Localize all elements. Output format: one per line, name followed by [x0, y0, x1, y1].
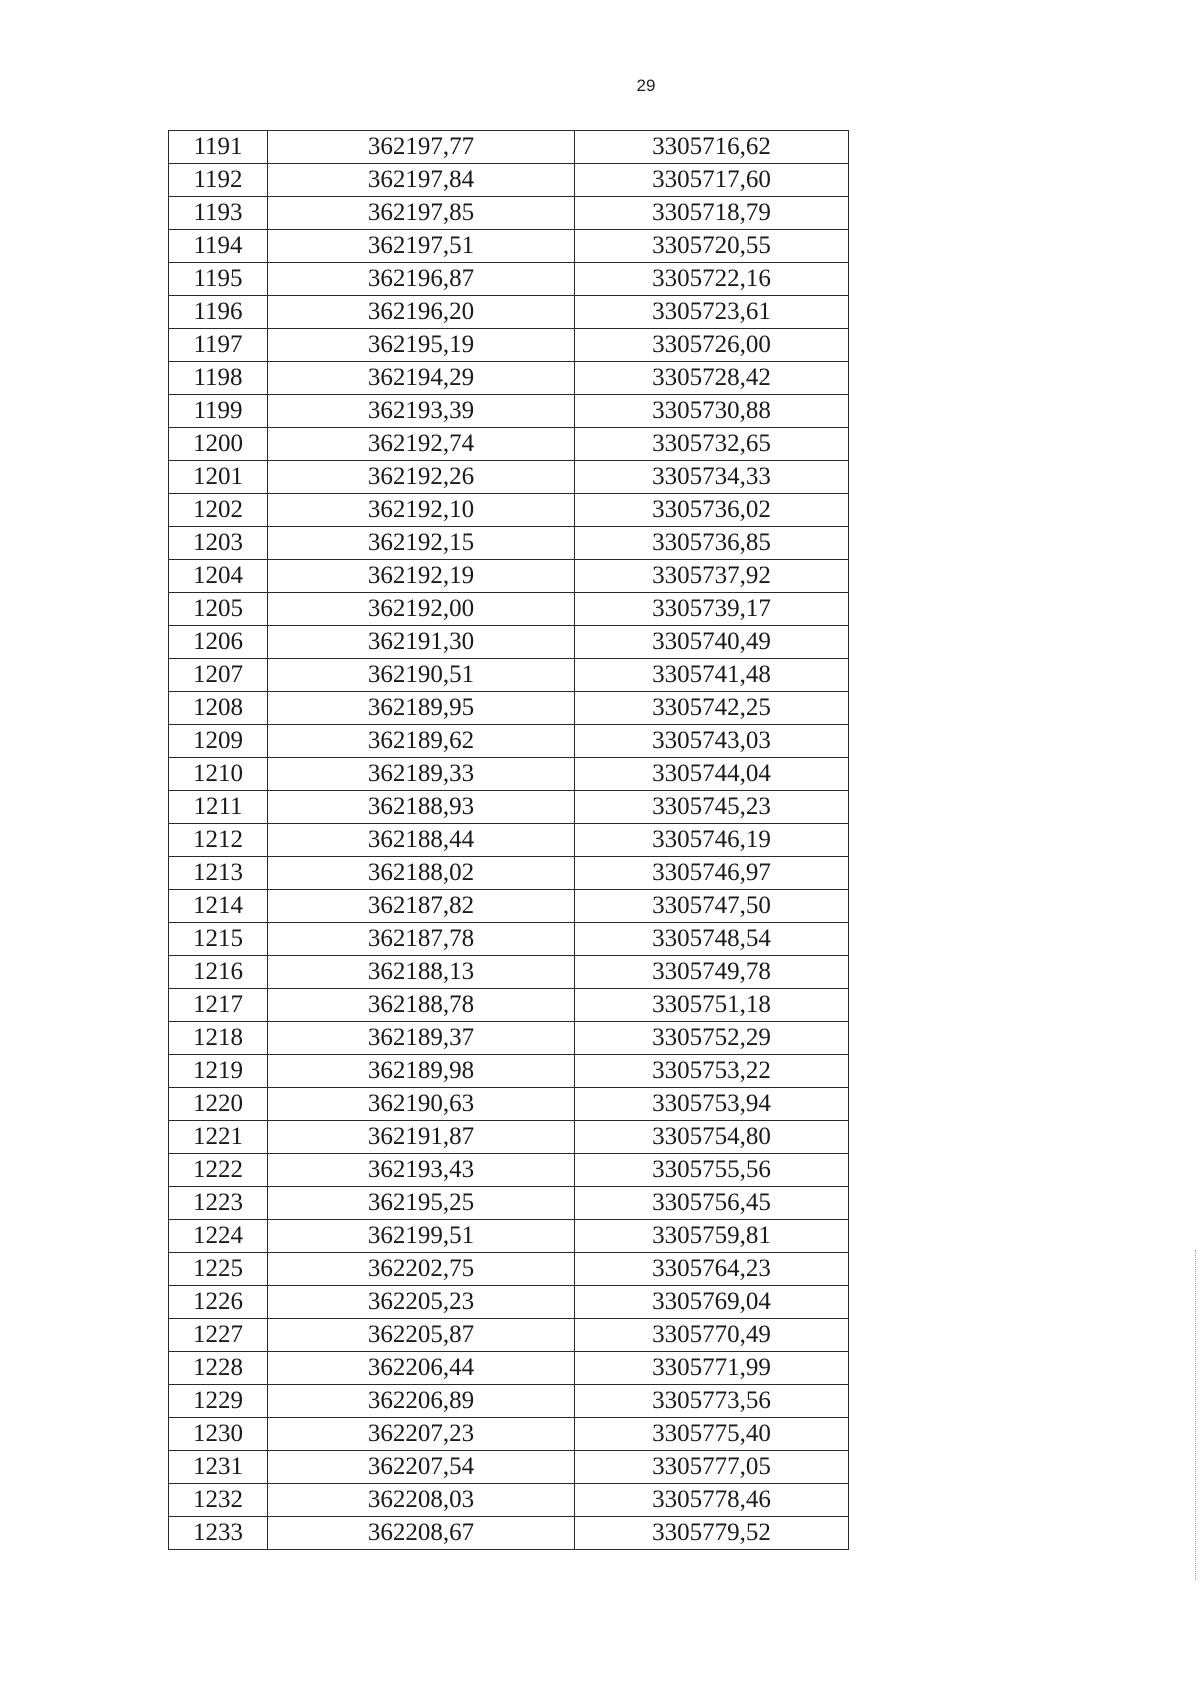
y-coordinate-cell: 3305743,03 — [575, 725, 849, 758]
table-row — [169, 989, 849, 1022]
x-coordinate-cell: 362207,54 — [268, 1451, 575, 1484]
table-row — [169, 1220, 849, 1253]
y-coordinate-cell: 3305753,94 — [575, 1088, 849, 1121]
point-number-cell: 1224 — [169, 1220, 268, 1253]
y-coordinate-cell: 3305737,92 — [575, 560, 849, 593]
point-number-cell: 1203 — [169, 527, 268, 560]
point-number-cell: 1217 — [169, 989, 268, 1022]
point-number-cell: 1212 — [169, 824, 268, 857]
y-coordinate-cell: 3305746,19 — [575, 824, 849, 857]
y-coordinate-cell: 3305746,97 — [575, 857, 849, 890]
coordinates-table-body — [169, 131, 849, 1550]
x-coordinate-cell: 362193,39 — [268, 395, 575, 428]
y-coordinate-cell: 3305748,54 — [575, 923, 849, 956]
point-number-cell: 1218 — [169, 1022, 268, 1055]
table-row — [169, 1022, 849, 1055]
point-number-cell: 1207 — [169, 659, 268, 692]
table-row — [169, 1154, 849, 1187]
table-row — [169, 131, 849, 164]
point-number-cell: 1200 — [169, 428, 268, 461]
table-row — [169, 230, 849, 263]
x-coordinate-cell: 362188,44 — [268, 824, 575, 857]
x-coordinate-cell: 362189,37 — [268, 1022, 575, 1055]
y-coordinate-cell: 3305740,49 — [575, 626, 849, 659]
x-coordinate-cell: 362196,20 — [268, 296, 575, 329]
table-row — [169, 362, 849, 395]
x-coordinate-cell: 362192,10 — [268, 494, 575, 527]
y-coordinate-cell: 3305759,81 — [575, 1220, 849, 1253]
table-row — [169, 1484, 849, 1517]
y-coordinate-cell: 3305764,23 — [575, 1253, 849, 1286]
point-number-cell: 1205 — [169, 593, 268, 626]
table-row — [169, 1088, 849, 1121]
point-number-cell: 1222 — [169, 1154, 268, 1187]
x-coordinate-cell: 362208,03 — [268, 1484, 575, 1517]
table-row — [169, 1121, 849, 1154]
x-coordinate-cell: 362199,51 — [268, 1220, 575, 1253]
table-row — [169, 1352, 849, 1385]
table-row — [169, 494, 849, 527]
point-number-cell: 1206 — [169, 626, 268, 659]
y-coordinate-cell: 3305778,46 — [575, 1484, 849, 1517]
y-coordinate-cell: 3305755,56 — [575, 1154, 849, 1187]
table-row — [169, 263, 849, 296]
table-row — [169, 296, 849, 329]
page-number: 29 — [636, 76, 656, 95]
table-row — [169, 560, 849, 593]
x-coordinate-cell: 362192,15 — [268, 527, 575, 560]
x-coordinate-cell: 362192,19 — [268, 560, 575, 593]
y-coordinate-cell: 3305732,65 — [575, 428, 849, 461]
y-coordinate-cell: 3305769,04 — [575, 1286, 849, 1319]
y-coordinate-cell: 3305741,48 — [575, 659, 849, 692]
x-coordinate-cell: 362205,23 — [268, 1286, 575, 1319]
table-row — [169, 527, 849, 560]
table-row — [169, 197, 849, 230]
x-coordinate-cell: 362191,30 — [268, 626, 575, 659]
x-coordinate-cell: 362188,78 — [268, 989, 575, 1022]
table-row — [169, 428, 849, 461]
table-row — [169, 1517, 849, 1550]
x-coordinate-cell: 362187,78 — [268, 923, 575, 956]
y-coordinate-cell: 3305771,99 — [575, 1352, 849, 1385]
table-row — [169, 1253, 849, 1286]
x-coordinate-cell: 362197,84 — [268, 164, 575, 197]
y-coordinate-cell: 3305742,25 — [575, 692, 849, 725]
x-coordinate-cell: 362194,29 — [268, 362, 575, 395]
point-number-cell: 1197 — [169, 329, 268, 362]
x-coordinate-cell: 362190,63 — [268, 1088, 575, 1121]
point-number-cell: 1232 — [169, 1484, 268, 1517]
point-number-cell: 1228 — [169, 1352, 268, 1385]
x-coordinate-cell: 362197,77 — [268, 131, 575, 164]
point-number-cell: 1220 — [169, 1088, 268, 1121]
x-coordinate-cell: 362197,51 — [268, 230, 575, 263]
table-row — [169, 857, 849, 890]
y-coordinate-cell: 3305736,02 — [575, 494, 849, 527]
y-coordinate-cell: 3305777,05 — [575, 1451, 849, 1484]
x-coordinate-cell: 362193,43 — [268, 1154, 575, 1187]
scan-edge-mark — [1193, 1250, 1196, 1580]
point-number-cell: 1233 — [169, 1517, 268, 1550]
x-coordinate-cell: 362192,74 — [268, 428, 575, 461]
x-coordinate-cell: 362189,33 — [268, 758, 575, 791]
table-row — [169, 1451, 849, 1484]
x-coordinate-cell: 362208,67 — [268, 1517, 575, 1550]
y-coordinate-cell: 3305723,61 — [575, 296, 849, 329]
table-row — [169, 758, 849, 791]
table-row — [169, 1319, 849, 1352]
coordinates-table — [168, 130, 849, 1550]
point-number-cell: 1204 — [169, 560, 268, 593]
x-coordinate-cell: 362189,98 — [268, 1055, 575, 1088]
y-coordinate-cell: 3305734,33 — [575, 461, 849, 494]
point-number-cell: 1226 — [169, 1286, 268, 1319]
table-row — [169, 692, 849, 725]
table-row — [169, 1418, 849, 1451]
y-coordinate-cell: 3305752,29 — [575, 1022, 849, 1055]
x-coordinate-cell: 362206,44 — [268, 1352, 575, 1385]
point-number-cell: 1209 — [169, 725, 268, 758]
y-coordinate-cell: 3305720,55 — [575, 230, 849, 263]
x-coordinate-cell: 362192,26 — [268, 461, 575, 494]
y-coordinate-cell: 3305773,56 — [575, 1385, 849, 1418]
y-coordinate-cell: 3305756,45 — [575, 1187, 849, 1220]
y-coordinate-cell: 3305728,42 — [575, 362, 849, 395]
table-row — [169, 1055, 849, 1088]
point-number-cell: 1191 — [169, 131, 268, 164]
y-coordinate-cell: 3305779,52 — [575, 1517, 849, 1550]
y-coordinate-cell: 3305739,17 — [575, 593, 849, 626]
x-coordinate-cell: 362195,25 — [268, 1187, 575, 1220]
x-coordinate-cell: 362206,89 — [268, 1385, 575, 1418]
table-row — [169, 725, 849, 758]
table-row — [169, 890, 849, 923]
point-number-cell: 1193 — [169, 197, 268, 230]
x-coordinate-cell: 362192,00 — [268, 593, 575, 626]
point-number-cell: 1192 — [169, 164, 268, 197]
y-coordinate-cell: 3305722,16 — [575, 263, 849, 296]
point-number-cell: 1225 — [169, 1253, 268, 1286]
y-coordinate-cell: 3305751,18 — [575, 989, 849, 1022]
point-number-cell: 1210 — [169, 758, 268, 791]
x-coordinate-cell: 362187,82 — [268, 890, 575, 923]
point-number-cell: 1231 — [169, 1451, 268, 1484]
x-coordinate-cell: 362188,02 — [268, 857, 575, 890]
point-number-cell: 1230 — [169, 1418, 268, 1451]
x-coordinate-cell: 362202,75 — [268, 1253, 575, 1286]
point-number-cell: 1213 — [169, 857, 268, 890]
point-number-cell: 1196 — [169, 296, 268, 329]
y-coordinate-cell: 3305736,85 — [575, 527, 849, 560]
x-coordinate-cell: 362188,13 — [268, 956, 575, 989]
point-number-cell: 1202 — [169, 494, 268, 527]
point-number-cell: 1198 — [169, 362, 268, 395]
y-coordinate-cell: 3305744,04 — [575, 758, 849, 791]
y-coordinate-cell: 3305726,00 — [575, 329, 849, 362]
x-coordinate-cell: 362196,87 — [268, 263, 575, 296]
point-number-cell: 1214 — [169, 890, 268, 923]
point-number-cell: 1215 — [169, 923, 268, 956]
y-coordinate-cell: 3305753,22 — [575, 1055, 849, 1088]
point-number-cell: 1219 — [169, 1055, 268, 1088]
table-row — [169, 659, 849, 692]
point-number-cell: 1211 — [169, 791, 268, 824]
x-coordinate-cell: 362189,62 — [268, 725, 575, 758]
point-number-cell: 1208 — [169, 692, 268, 725]
y-coordinate-cell: 3305749,78 — [575, 956, 849, 989]
table-row — [169, 824, 849, 857]
point-number-cell: 1223 — [169, 1187, 268, 1220]
point-number-cell: 1227 — [169, 1319, 268, 1352]
x-coordinate-cell: 362191,87 — [268, 1121, 575, 1154]
y-coordinate-cell: 3305770,49 — [575, 1319, 849, 1352]
y-coordinate-cell: 3305775,40 — [575, 1418, 849, 1451]
x-coordinate-cell: 362195,19 — [268, 329, 575, 362]
y-coordinate-cell: 3305716,62 — [575, 131, 849, 164]
y-coordinate-cell: 3305717,60 — [575, 164, 849, 197]
x-coordinate-cell: 362197,85 — [268, 197, 575, 230]
table-row — [169, 395, 849, 428]
y-coordinate-cell: 3305730,88 — [575, 395, 849, 428]
table-row — [169, 923, 849, 956]
table-row — [169, 626, 849, 659]
y-coordinate-cell: 3305745,23 — [575, 791, 849, 824]
point-number-cell: 1229 — [169, 1385, 268, 1418]
y-coordinate-cell: 3305754,80 — [575, 1121, 849, 1154]
table-row — [169, 164, 849, 197]
x-coordinate-cell: 362205,87 — [268, 1319, 575, 1352]
x-coordinate-cell: 362189,95 — [268, 692, 575, 725]
point-number-cell: 1194 — [169, 230, 268, 263]
point-number-cell: 1216 — [169, 956, 268, 989]
table-row — [169, 461, 849, 494]
point-number-cell: 1201 — [169, 461, 268, 494]
table-row — [169, 1286, 849, 1319]
point-number-cell: 1221 — [169, 1121, 268, 1154]
x-coordinate-cell: 362188,93 — [268, 791, 575, 824]
y-coordinate-cell: 3305747,50 — [575, 890, 849, 923]
table-row — [169, 329, 849, 362]
x-coordinate-cell: 362190,51 — [268, 659, 575, 692]
x-coordinate-cell: 362207,23 — [268, 1418, 575, 1451]
table-row — [169, 956, 849, 989]
table-row — [169, 1385, 849, 1418]
table-row — [169, 791, 849, 824]
point-number-cell: 1199 — [169, 395, 268, 428]
y-coordinate-cell: 3305718,79 — [575, 197, 849, 230]
table-row — [169, 593, 849, 626]
point-number-cell: 1195 — [169, 263, 268, 296]
table-row — [169, 1187, 849, 1220]
